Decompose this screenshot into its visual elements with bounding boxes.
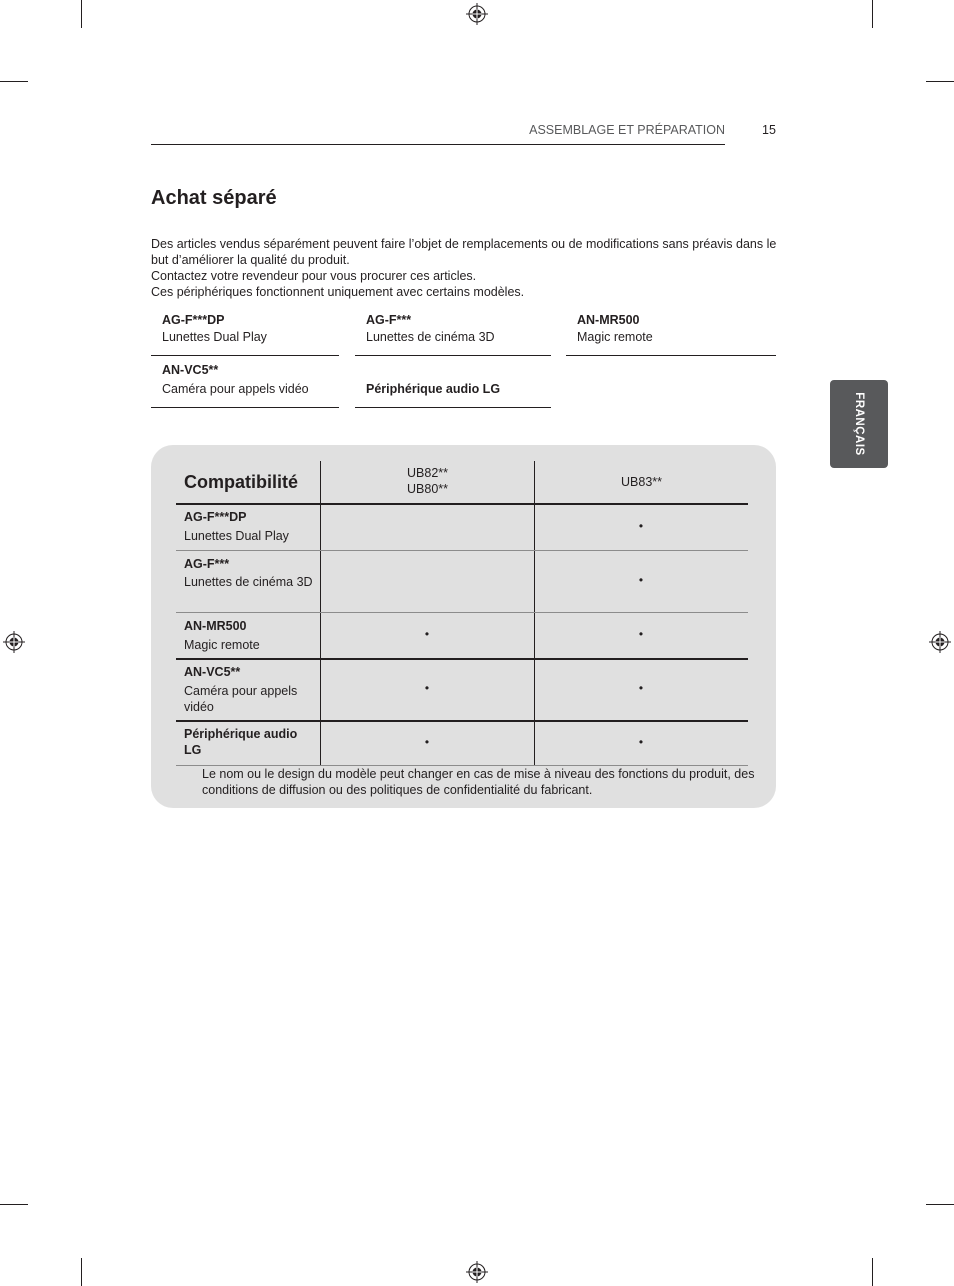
column-header xyxy=(535,474,748,490)
table-row-divider xyxy=(176,658,748,660)
registration-mark-icon xyxy=(929,631,951,653)
table-row-divider xyxy=(176,612,748,613)
registration-mark-icon xyxy=(466,3,488,25)
page-title: Achat séparé xyxy=(151,187,277,209)
row-name: Magic remote xyxy=(184,638,260,652)
row-name: Caméra pour appels vidéo xyxy=(184,684,298,714)
accessory-code: AN-VC5** xyxy=(162,363,219,377)
row-code: AN-MR500 xyxy=(184,619,247,633)
table-row-divider xyxy=(176,720,748,722)
accessory-code: AN-MR500 xyxy=(577,313,640,327)
page-number: 15 xyxy=(762,123,776,137)
row-code: AN-VC5** xyxy=(184,665,241,679)
crop-mark xyxy=(926,81,954,82)
accessory-code: Périphérique audio LG xyxy=(366,382,501,396)
registration-mark-icon xyxy=(466,1261,488,1283)
crop-mark xyxy=(81,1258,82,1286)
row-code: AG-F***DP xyxy=(184,510,247,524)
accessory-name: Lunettes de cinéma 3D xyxy=(366,330,495,344)
intro-paragraph: Des articles vendus séparément peuvent faire l’objet de remplacements ou de modifications sans préavis dans le but d’améliorer la qualité du produit. xyxy=(151,237,777,267)
compatibility-mark: • xyxy=(638,681,644,695)
table-row-divider xyxy=(176,503,748,505)
compatibility-mark: • xyxy=(424,627,430,641)
header-divider xyxy=(151,144,725,145)
intro-paragraph: Contactez votre revendeur pour vous procurer ces articles. xyxy=(151,269,477,283)
compatibility-title: Compatibilité xyxy=(184,472,299,492)
intro-paragraph: Ces périphériques fonctionnent uniquement avec certains modèles. xyxy=(151,285,525,299)
crop-mark xyxy=(0,81,28,82)
accessory-item xyxy=(355,358,551,408)
language-tab-label: FRANÇAIS xyxy=(853,392,865,456)
compatibility-note: Le nom ou le design du modèle peut changer en cas de mise à niveau des fonctions du produit, des conditions de diffusion ou des politiques de confidentialité du fabricant. xyxy=(202,767,755,797)
accessory-name: Magic remote xyxy=(577,330,653,344)
crop-mark xyxy=(81,0,82,28)
accessory-name: Caméra pour appels vidéo xyxy=(162,382,309,396)
intro-text xyxy=(151,236,781,300)
column-header-line: UB80** xyxy=(407,482,448,496)
row-code: AG-F*** xyxy=(184,557,230,571)
registration-mark-icon xyxy=(3,631,25,653)
accessory-item xyxy=(355,308,551,356)
section-label: ASSEMBLAGE ET PRÉPARATION xyxy=(529,123,725,137)
accessory-item xyxy=(151,308,339,356)
accessory-name: Lunettes Dual Play xyxy=(162,330,267,344)
compatibility-mark: • xyxy=(424,735,430,749)
column-header-line: UB83** xyxy=(621,475,662,489)
column-header xyxy=(321,465,534,497)
row-name: Lunettes de cinéma 3D xyxy=(184,575,313,589)
table-row-divider xyxy=(176,550,748,551)
column-header-line: UB82** xyxy=(407,466,448,480)
compatibility-mark: • xyxy=(424,681,430,695)
crop-mark xyxy=(0,1204,28,1205)
compatibility-mark: • xyxy=(638,735,644,749)
row-code: Périphérique audio LG xyxy=(184,727,298,757)
row-name: Lunettes Dual Play xyxy=(184,529,289,543)
accessory-item xyxy=(566,308,776,356)
crop-mark xyxy=(872,1258,873,1286)
compatibility-mark: • xyxy=(638,627,644,641)
language-tab xyxy=(830,380,888,468)
crop-mark xyxy=(926,1204,954,1205)
accessory-code: AG-F*** xyxy=(366,313,412,327)
accessory-item xyxy=(151,358,339,408)
compatibility-mark: • xyxy=(638,573,644,587)
accessory-code: AG-F***DP xyxy=(162,313,225,327)
crop-mark xyxy=(872,0,873,28)
compatibility-mark: • xyxy=(638,519,644,533)
